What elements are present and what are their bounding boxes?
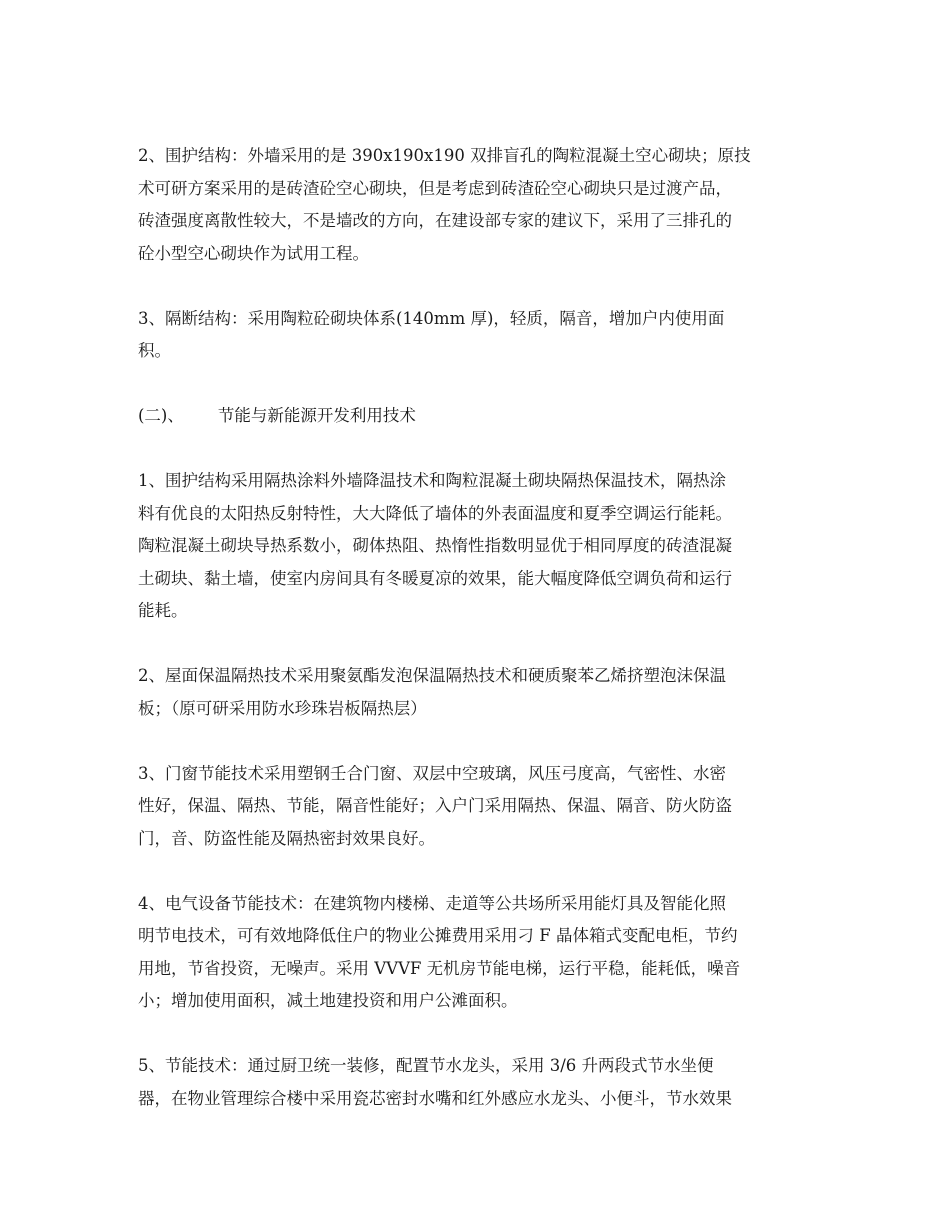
text-line: 术可研方案采用的是砖渣砼空心砌块，但是考虑到砖渣砼空心砌块只是过渡产品， — [138, 178, 732, 198]
paragraph-water-saving — [138, 1050, 818, 1115]
text-line: 板；（原可研采用防水珍珠岩板隔热层） — [138, 698, 427, 718]
text-line: 2、屋面保温隔热技术采用聚氨酯发泡保温隔热技术和硬质聚苯乙烯挤塑泡沫保温 — [138, 666, 726, 685]
section-title: 节能与新能源开发利用技术 — [217, 406, 416, 425]
text-line: 料有优良的太阳热反射特性，大大降低了墙体的外表面温度和夏季空调运行能耗。 — [138, 503, 732, 523]
text-line: 1、围护结构采用隔热涂料外墙降温技术和陶粒混凝土砌块隔热保温技术，隔热涂 — [138, 471, 726, 490]
text-line: 砖渣强度离散性较大，不是墙改的方向，在建设部专家的建议下，采用了三排孔的 — [138, 211, 732, 230]
document-body — [138, 140, 818, 1115]
text-line: 3、门窗节能技术采用塑钢壬合门窗、双层中空玻璃，风压弓度高，气密性、水密 — [138, 763, 726, 783]
text-line: 3、隔断结构：采用陶粒砼砌块体系(140mm 厚)，轻质，隔音，增加户内使用面 — [138, 308, 725, 328]
paragraph-electrical — [138, 888, 818, 1018]
text-line: 2、围护结构：外墙采用的是 390x190x190 双排盲孔的陶粒混凝土空心砌块；原技 — [138, 146, 751, 165]
text-line: 器，在物业管理综合楼中采用瓷芯密封水嘴和红外感应水龙头、小便斗，节水效果 — [138, 1088, 732, 1108]
text-line: 用地，节省投资，无噪声。采用 VVVF 无机房节能电梯，运行平稳，能耗低，噪音 — [138, 958, 741, 978]
text-line: 积。 — [138, 341, 171, 360]
text-line: 能耗。 — [138, 601, 188, 620]
text-line: 性好，保温、隔热、节能，隔音性能好；入户门采用隔热、保温、隔音、防火防盗 — [138, 796, 732, 815]
paragraph-partition-structure — [138, 303, 818, 368]
text-line: 砼小型空心砌块作为试用工程。 — [138, 243, 369, 263]
section-number: (二)、 — [138, 406, 184, 425]
section-heading — [138, 400, 818, 433]
text-line: 门，音、防盗性能及隔热密封效果良好。 — [138, 828, 435, 848]
paragraph-roof-insulation — [138, 660, 818, 725]
text-line: 4、电气设备节能技术：在建筑物内楼梯、走道等公共场所采用能灯具及智能化照 — [138, 893, 726, 913]
text-line: 5、节能技术：通过厨卫统一装修，配置节水龙头，采用 3/6 升两段式节水坐便 — [138, 1056, 714, 1075]
text-line: 明节电技术，可有效地降低住户的物业公摊费用采用刁 F 晶体箱式变配电柜，节约 — [138, 926, 738, 945]
paragraph-wall-insulation — [138, 465, 818, 628]
text-line: 陶粒混凝土砌块导热系数小，砌体热阻、热惰性指数明显优于相同厚度的砖渣混凝 — [138, 536, 732, 555]
paragraph-enclosure-structure — [138, 140, 818, 270]
paragraph-door-window — [138, 758, 818, 856]
text-line: 土砌块、黏土墙，使室内房间具有冬暖夏凉的效果，能大幅度降低空调负荷和运行 — [138, 568, 732, 588]
text-line: 小；增加使用面积，减土地建投资和用户公滩面积。 — [138, 991, 518, 1010]
